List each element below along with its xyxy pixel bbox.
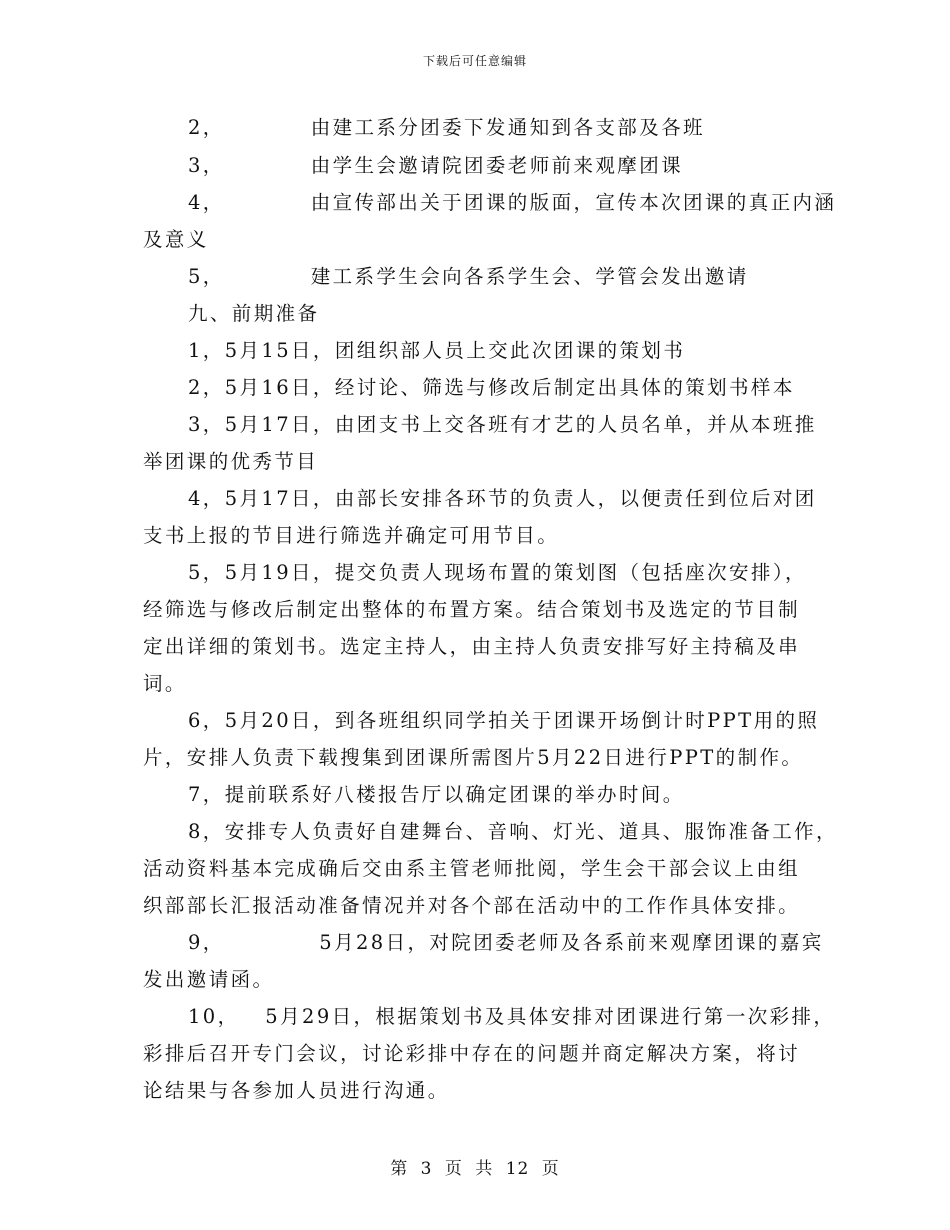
text-line: 6，5月20日，到各班组织同学拍关于团课开场倒计时PPT用的照 (188, 709, 820, 732)
text-line: 3，5月17日，由团支书上交各班有才艺的人员名单，并从本班推 (188, 413, 817, 436)
text-line: 发出邀请函。 (143, 968, 275, 991)
text-line: 定出详细的策划书。选定主持人，由主持人负责安排写好主持稿及串 (143, 635, 801, 658)
text-line: 5，5月19日，提交负责人现场布置的策划图（包括座次安排）， (188, 561, 807, 584)
text-line: 片，安排人负责下载搜集到团课所需图片5月22日进行PPT的制作。 (143, 746, 804, 769)
text-line: 织部部长汇报活动准备情况并对各个部在活动中的工作作具体安排。 (143, 894, 801, 917)
text-line: 经筛选与修改后制定出整体的布置方案。结合策划书及选定的节目制 (143, 598, 801, 621)
text-line: 4， 由宣传部出关于团课的版面，宣传本次团课的真正内涵 (188, 191, 837, 214)
text-line: 10， 5月29日，根据策划书及具体安排对团课进行第一次彩排， (188, 1005, 836, 1028)
text-line: 9， 5月28日，对院团委老师及各系前来观摩团课的嘉宾 (188, 931, 824, 954)
text-line: 支书上报的节目进行筛选并确定可用节目。 (143, 524, 560, 547)
text-line: 3， 由学生会邀请院团委老师前来观摩团课 (188, 154, 683, 177)
text-line: 举团课的优秀节目 (143, 450, 319, 473)
text-line: 词。 (143, 672, 187, 695)
text-line: 2， 由建工系分团委下发通知到各支部及各班 (188, 116, 705, 139)
text-line: 活动资料基本完成确后交由系主管老师批阅，学生会干部会议上由组 (143, 857, 801, 880)
page-footer: 第 3 页 共 12 页 (390, 1159, 560, 1179)
section-heading: 九、前期准备 (188, 302, 320, 325)
page-header: 下载后可任意编辑 (422, 54, 527, 68)
text-line: 8，安排专人负责好自建舞台、音响、灯光、道具、服饰准备工作， (188, 820, 838, 843)
text-line: 论结果与各参加人员进行沟通。 (143, 1079, 450, 1102)
text-line: 彩排后召开专门会议，讨论彩排中存在的问题并商定解决方案，将讨 (143, 1042, 801, 1065)
text-line: 4，5月17日，由部长安排各环节的负责人，以便责任到位后对团 (188, 487, 817, 510)
text-line: 及意义 (143, 228, 209, 251)
text-line: 5， 建工系学生会向各系学生会、学管会发出邀请 (188, 265, 749, 288)
text-line: 1，5月15日，团组织部人员上交此次团课的策划书 (188, 339, 686, 362)
text-line: 7，提前联系好八楼报告厅以确定团课的举办时间。 (188, 783, 685, 806)
text-line: 2，5月16日，经讨论、筛选与修改后制定出具体的策划书样本 (188, 376, 795, 399)
